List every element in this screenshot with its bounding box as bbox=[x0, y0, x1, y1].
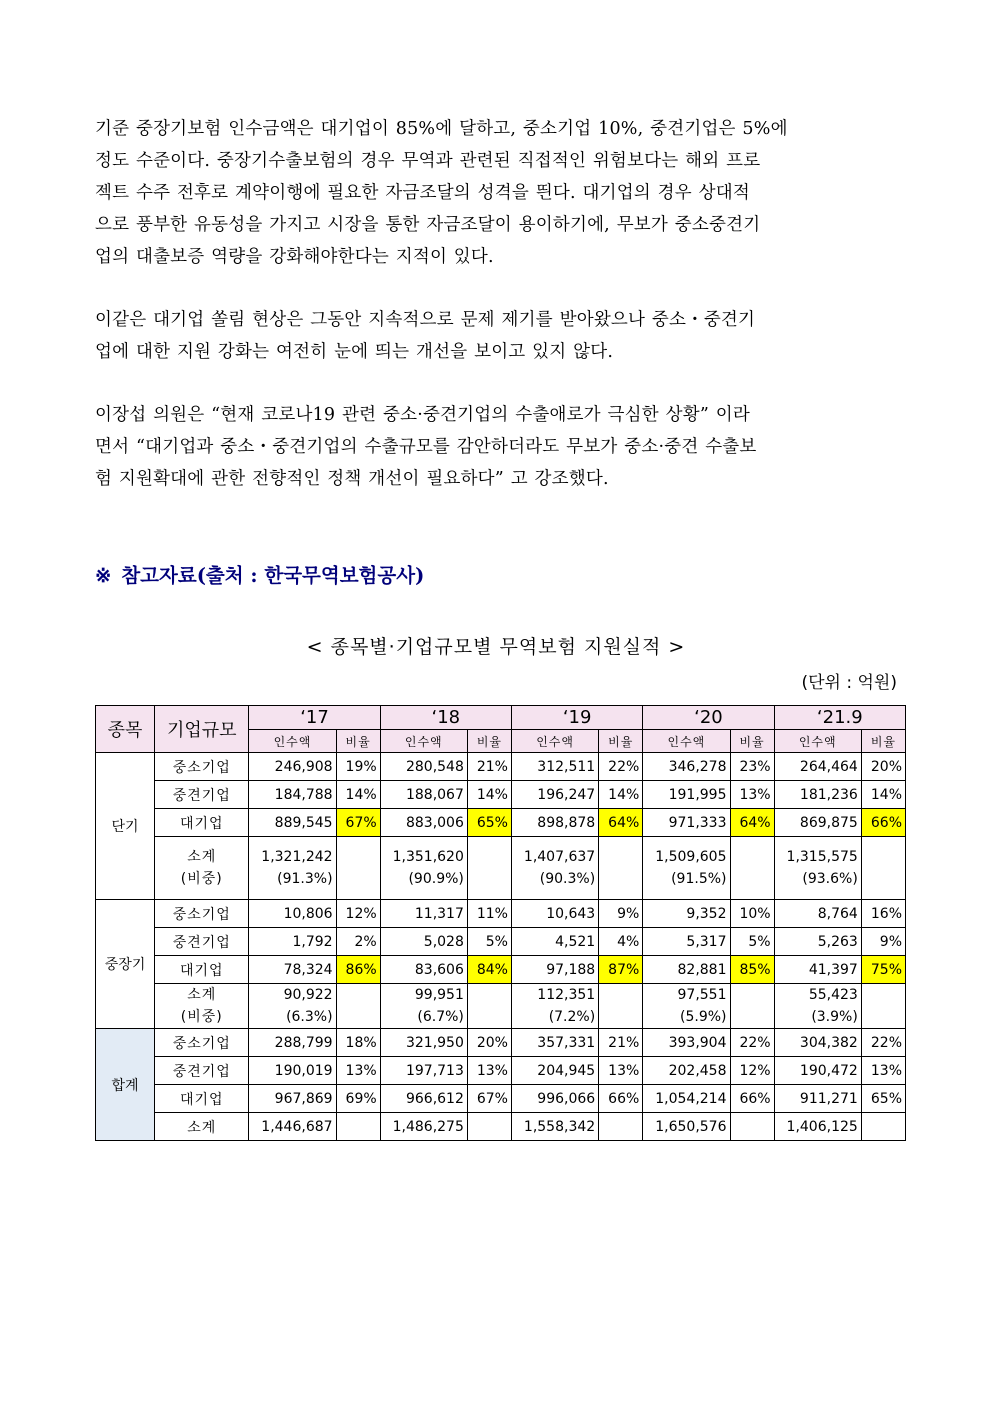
paragraph-3 bbox=[95, 399, 897, 495]
cell-amount: 911,271 bbox=[774, 1085, 861, 1113]
subtotal-amount: 1,351,620 bbox=[392, 849, 464, 865]
share-label: (비중) bbox=[180, 1009, 223, 1025]
header-year: ‘18 bbox=[380, 706, 511, 730]
group-short: 단기 bbox=[96, 753, 155, 900]
cell-ratio-highlight: 86% bbox=[336, 956, 380, 984]
cell-ratio: 9% bbox=[861, 928, 905, 956]
cell-empty bbox=[336, 1113, 380, 1141]
table-row-subtotal bbox=[96, 1113, 906, 1141]
reference-text: 참고자료(출처 : 한국무역보험공사) bbox=[121, 564, 425, 587]
cell-amount: 889,545 bbox=[249, 809, 336, 837]
cell-ratio-highlight: 84% bbox=[467, 956, 511, 984]
subtotal-share: (5.9%) bbox=[680, 1009, 727, 1025]
cell-amount: 204,945 bbox=[511, 1057, 598, 1085]
header-ratio: 비율 bbox=[730, 730, 774, 753]
table-row bbox=[96, 956, 906, 984]
subtotal-share: (6.3%) bbox=[286, 1009, 333, 1025]
subtotal-label: 소계 bbox=[187, 849, 217, 865]
cell-amount: 1,650,576 bbox=[643, 1113, 730, 1141]
cell-ratio-highlight: 66% bbox=[861, 809, 905, 837]
cell-amount: 83,606 bbox=[380, 956, 467, 984]
cell-ratio: 13% bbox=[336, 1057, 380, 1085]
cell-ratio: 69% bbox=[336, 1085, 380, 1113]
cell-ratio: 4% bbox=[599, 928, 643, 956]
cell-empty bbox=[861, 837, 905, 900]
cell-amount: 196,247 bbox=[511, 781, 598, 809]
cell-ratio: 13% bbox=[599, 1057, 643, 1085]
cell-ratio: 21% bbox=[467, 753, 511, 781]
cell-amount: 97,188 bbox=[511, 956, 598, 984]
subtotal-amount: 1,321,242 bbox=[261, 849, 333, 865]
reference-heading bbox=[95, 560, 424, 588]
cell-empty bbox=[467, 837, 511, 900]
cell-amount: 190,472 bbox=[774, 1057, 861, 1085]
subtotal-amount: 1,407,637 bbox=[523, 849, 596, 865]
cell-ratio: 12% bbox=[730, 1057, 774, 1085]
header-amount: 인수액 bbox=[511, 730, 598, 753]
cell-amount: 996,066 bbox=[511, 1085, 598, 1113]
cell-amount: 4,521 bbox=[511, 928, 598, 956]
cell-amount: 82,881 bbox=[643, 956, 730, 984]
cell-ratio: 11% bbox=[467, 900, 511, 928]
cell-subtotal bbox=[643, 837, 730, 900]
paragraph-line: 으로 풍부한 유동성을 가지고 시장을 통한 자금조달이 용이하기에, 무보가 중소중견기 bbox=[95, 215, 761, 235]
cell-amount: 10,806 bbox=[249, 900, 336, 928]
cell-ratio: 18% bbox=[336, 1029, 380, 1057]
row-label-subtotal bbox=[155, 837, 249, 900]
paragraph-line: 이같은 대기업 쏠림 현상은 그동안 지속적으로 문제 제기를 받아왔으나 중소・중견기 bbox=[95, 310, 756, 330]
cell-amount: 1,054,214 bbox=[643, 1085, 730, 1113]
header-amount: 인수액 bbox=[774, 730, 861, 753]
subtotal-amount: 1,509,605 bbox=[655, 849, 727, 865]
table-row-subtotal bbox=[96, 984, 906, 1029]
header-type: 종목 bbox=[96, 706, 155, 753]
cell-amount: 78,324 bbox=[249, 956, 336, 984]
cell-amount: 883,006 bbox=[380, 809, 467, 837]
cell-ratio: 67% bbox=[467, 1085, 511, 1113]
cell-ratio: 66% bbox=[730, 1085, 774, 1113]
cell-amount: 41,397 bbox=[774, 956, 861, 984]
row-label: 대기업 bbox=[155, 809, 249, 837]
cell-amount: 5,263 bbox=[774, 928, 861, 956]
group-mid: 중장기 bbox=[96, 900, 155, 1029]
cell-subtotal bbox=[380, 984, 467, 1029]
cell-empty bbox=[467, 984, 511, 1029]
header-amount: 인수액 bbox=[643, 730, 730, 753]
cell-amount: 966,612 bbox=[380, 1085, 467, 1113]
row-label: 중소기업 bbox=[155, 753, 249, 781]
cell-ratio-highlight: 75% bbox=[861, 956, 905, 984]
header-amount: 인수액 bbox=[380, 730, 467, 753]
cell-amount: 8,764 bbox=[774, 900, 861, 928]
subtotal-label: 소계 bbox=[187, 987, 217, 1003]
subtotal-share: (90.9%) bbox=[408, 871, 464, 887]
group-total: 합계 bbox=[96, 1029, 155, 1141]
cell-ratio: 20% bbox=[861, 753, 905, 781]
cell-amount: 184,788 bbox=[249, 781, 336, 809]
header-year: ‘17 bbox=[249, 706, 380, 730]
paragraph-line: 업의 대출보증 역량을 강화해야한다는 지적이 있다. bbox=[95, 247, 494, 267]
cell-amount: 288,799 bbox=[249, 1029, 336, 1057]
paragraph-line: 면서 “대기업과 중소・중견기업의 수출규모를 감안하더라도 무보가 중소·중견 수출보 bbox=[95, 437, 757, 457]
table-row bbox=[96, 900, 906, 928]
subtotal-amount: 112,351 bbox=[537, 987, 596, 1003]
row-label: 대기업 bbox=[155, 1085, 249, 1113]
cell-amount: 971,333 bbox=[643, 809, 730, 837]
row-label: 대기업 bbox=[155, 956, 249, 984]
cell-empty bbox=[861, 1113, 905, 1141]
cell-ratio: 5% bbox=[730, 928, 774, 956]
subtotal-amount: 99,951 bbox=[414, 987, 464, 1003]
cell-amount: 1,446,687 bbox=[249, 1113, 336, 1141]
cell-amount: 181,236 bbox=[774, 781, 861, 809]
cell-ratio: 5% bbox=[467, 928, 511, 956]
cell-ratio: 2% bbox=[336, 928, 380, 956]
cell-ratio: 22% bbox=[861, 1029, 905, 1057]
cell-ratio: 10% bbox=[730, 900, 774, 928]
cell-ratio-highlight: 64% bbox=[730, 809, 774, 837]
cell-empty bbox=[336, 984, 380, 1029]
subtotal-share: (3.9%) bbox=[811, 1009, 858, 1025]
support-performance-table bbox=[95, 705, 906, 1141]
subtotal-amount: 1,315,575 bbox=[786, 849, 858, 865]
table-unit: (단위 : 억원) bbox=[801, 673, 897, 693]
cell-amount: 1,406,125 bbox=[774, 1113, 861, 1141]
cell-subtotal bbox=[774, 984, 861, 1029]
paragraph-line: 기준 중장기보험 인수금액은 대기업이 85%에 달하고, 중소기업 10%, 중견기업은 5%에 bbox=[95, 119, 788, 139]
table-row bbox=[96, 1029, 906, 1057]
cell-amount: 869,875 bbox=[774, 809, 861, 837]
share-label: (비중) bbox=[180, 871, 223, 887]
subtotal-share: (91.3%) bbox=[277, 871, 333, 887]
cell-ratio: 22% bbox=[599, 753, 643, 781]
table-row-subtotal bbox=[96, 837, 906, 900]
cell-ratio: 20% bbox=[467, 1029, 511, 1057]
cell-amount: 5,317 bbox=[643, 928, 730, 956]
cell-amount: 202,458 bbox=[643, 1057, 730, 1085]
cell-empty bbox=[730, 1113, 774, 1141]
cell-subtotal bbox=[511, 984, 598, 1029]
subtotal-amount: 90,922 bbox=[283, 987, 333, 1003]
cell-empty bbox=[730, 984, 774, 1029]
cell-amount: 11,317 bbox=[380, 900, 467, 928]
subtotal-share: (6.7%) bbox=[417, 1009, 464, 1025]
paragraph-2 bbox=[95, 304, 897, 368]
row-label: 중견기업 bbox=[155, 1057, 249, 1085]
header-year: ‘19 bbox=[511, 706, 642, 730]
cell-ratio-highlight: 64% bbox=[599, 809, 643, 837]
cell-subtotal bbox=[249, 984, 336, 1029]
header-row-years bbox=[96, 706, 906, 730]
cell-ratio: 14% bbox=[336, 781, 380, 809]
cell-amount: 967,869 bbox=[249, 1085, 336, 1113]
header-ratio: 비율 bbox=[336, 730, 380, 753]
cell-ratio: 13% bbox=[861, 1057, 905, 1085]
subtotal-share: (93.6%) bbox=[802, 871, 858, 887]
paragraph-line: 업에 대한 지원 강화는 여전히 눈에 띄는 개선을 보이고 있지 않다. bbox=[95, 342, 614, 362]
cell-subtotal bbox=[643, 984, 730, 1029]
cell-ratio: 65% bbox=[861, 1085, 905, 1113]
cell-ratio: 12% bbox=[336, 900, 380, 928]
cell-amount: 393,904 bbox=[643, 1029, 730, 1057]
cell-amount: 1,558,342 bbox=[511, 1113, 598, 1141]
cell-empty bbox=[467, 1113, 511, 1141]
row-label: 중소기업 bbox=[155, 1029, 249, 1057]
cell-ratio-highlight: 67% bbox=[336, 809, 380, 837]
subtotal-amount: 97,551 bbox=[677, 987, 727, 1003]
cell-amount: 898,878 bbox=[511, 809, 598, 837]
cell-amount: 1,486,275 bbox=[380, 1113, 467, 1141]
header-year: ‘21.9 bbox=[774, 706, 905, 730]
header-size: 기업규모 bbox=[155, 706, 249, 753]
cell-ratio: 23% bbox=[730, 753, 774, 781]
cell-amount: 304,382 bbox=[774, 1029, 861, 1057]
cell-amount: 346,278 bbox=[643, 753, 730, 781]
cell-amount: 188,067 bbox=[380, 781, 467, 809]
cell-subtotal bbox=[774, 837, 861, 900]
cell-ratio: 13% bbox=[730, 781, 774, 809]
cell-subtotal bbox=[249, 837, 336, 900]
header-ratio: 비율 bbox=[599, 730, 643, 753]
table-row bbox=[96, 781, 906, 809]
row-label: 중견기업 bbox=[155, 928, 249, 956]
subtotal-share: (90.3%) bbox=[539, 871, 596, 887]
cell-ratio: 9% bbox=[599, 900, 643, 928]
cell-amount: 280,548 bbox=[380, 753, 467, 781]
cell-ratio: 19% bbox=[336, 753, 380, 781]
cell-amount: 246,908 bbox=[249, 753, 336, 781]
cell-amount: 190,019 bbox=[249, 1057, 336, 1085]
subtotal-amount: 55,423 bbox=[808, 987, 858, 1003]
cell-subtotal bbox=[380, 837, 467, 900]
cell-amount: 321,950 bbox=[380, 1029, 467, 1057]
cell-ratio: 13% bbox=[467, 1057, 511, 1085]
cell-empty bbox=[599, 984, 643, 1029]
row-label-subtotal: 소계 bbox=[155, 1113, 249, 1141]
paragraph-line: 이장섭 의원은 “현재 코로나19 관련 중소·중견기업의 수출애로가 극심한 상황” 이라 bbox=[95, 405, 750, 425]
header-amount: 인수액 bbox=[249, 730, 336, 753]
cell-ratio: 22% bbox=[730, 1029, 774, 1057]
reference-mark-icon: ※ bbox=[95, 564, 112, 587]
table-title: < 종목별·기업규모별 무역보험 지원실적 > bbox=[306, 636, 686, 658]
header-ratio: 비율 bbox=[861, 730, 905, 753]
row-label: 중소기업 bbox=[155, 900, 249, 928]
cell-amount: 357,331 bbox=[511, 1029, 598, 1057]
cell-amount: 191,995 bbox=[643, 781, 730, 809]
cell-ratio: 14% bbox=[467, 781, 511, 809]
cell-amount: 264,464 bbox=[774, 753, 861, 781]
cell-amount: 1,792 bbox=[249, 928, 336, 956]
row-label: 중견기업 bbox=[155, 781, 249, 809]
header-year: ‘20 bbox=[643, 706, 774, 730]
cell-ratio: 21% bbox=[599, 1029, 643, 1057]
cell-ratio: 66% bbox=[599, 1085, 643, 1113]
cell-empty bbox=[336, 837, 380, 900]
table-row bbox=[96, 1085, 906, 1113]
cell-ratio: 16% bbox=[861, 900, 905, 928]
cell-ratio: 14% bbox=[599, 781, 643, 809]
cell-subtotal bbox=[511, 837, 598, 900]
paragraph-line: 정도 수준이다. 중장기수출보험의 경우 무역과 관련된 직접적인 위험보다는 해외 프로 bbox=[95, 151, 761, 171]
cell-ratio-highlight: 65% bbox=[467, 809, 511, 837]
table-row bbox=[96, 809, 906, 837]
paragraph-1 bbox=[95, 113, 897, 273]
cell-empty bbox=[730, 837, 774, 900]
cell-amount: 197,713 bbox=[380, 1057, 467, 1085]
paragraph-line: 험 지원확대에 관한 전향적인 정책 개선이 필요하다” 고 강조했다. bbox=[95, 469, 609, 489]
table-row bbox=[96, 928, 906, 956]
cell-ratio: 14% bbox=[861, 781, 905, 809]
cell-amount: 312,511 bbox=[511, 753, 598, 781]
cell-empty bbox=[599, 837, 643, 900]
cell-empty bbox=[599, 1113, 643, 1141]
cell-amount: 10,643 bbox=[511, 900, 598, 928]
header-ratio: 비율 bbox=[467, 730, 511, 753]
table-row bbox=[96, 1057, 906, 1085]
cell-amount: 5,028 bbox=[380, 928, 467, 956]
row-label-subtotal bbox=[155, 984, 249, 1029]
paragraph-line: 젝트 수주 전후로 계약이행에 필요한 자금조달의 성격을 띈다. 대기업의 경우 상대적 bbox=[95, 183, 750, 203]
subtotal-share: (91.5%) bbox=[671, 871, 727, 887]
cell-empty bbox=[861, 984, 905, 1029]
cell-ratio-highlight: 85% bbox=[730, 956, 774, 984]
subtotal-share: (7.2%) bbox=[548, 1009, 596, 1025]
cell-ratio-highlight: 87% bbox=[599, 956, 643, 984]
table-row bbox=[96, 753, 906, 781]
cell-amount: 9,352 bbox=[643, 900, 730, 928]
